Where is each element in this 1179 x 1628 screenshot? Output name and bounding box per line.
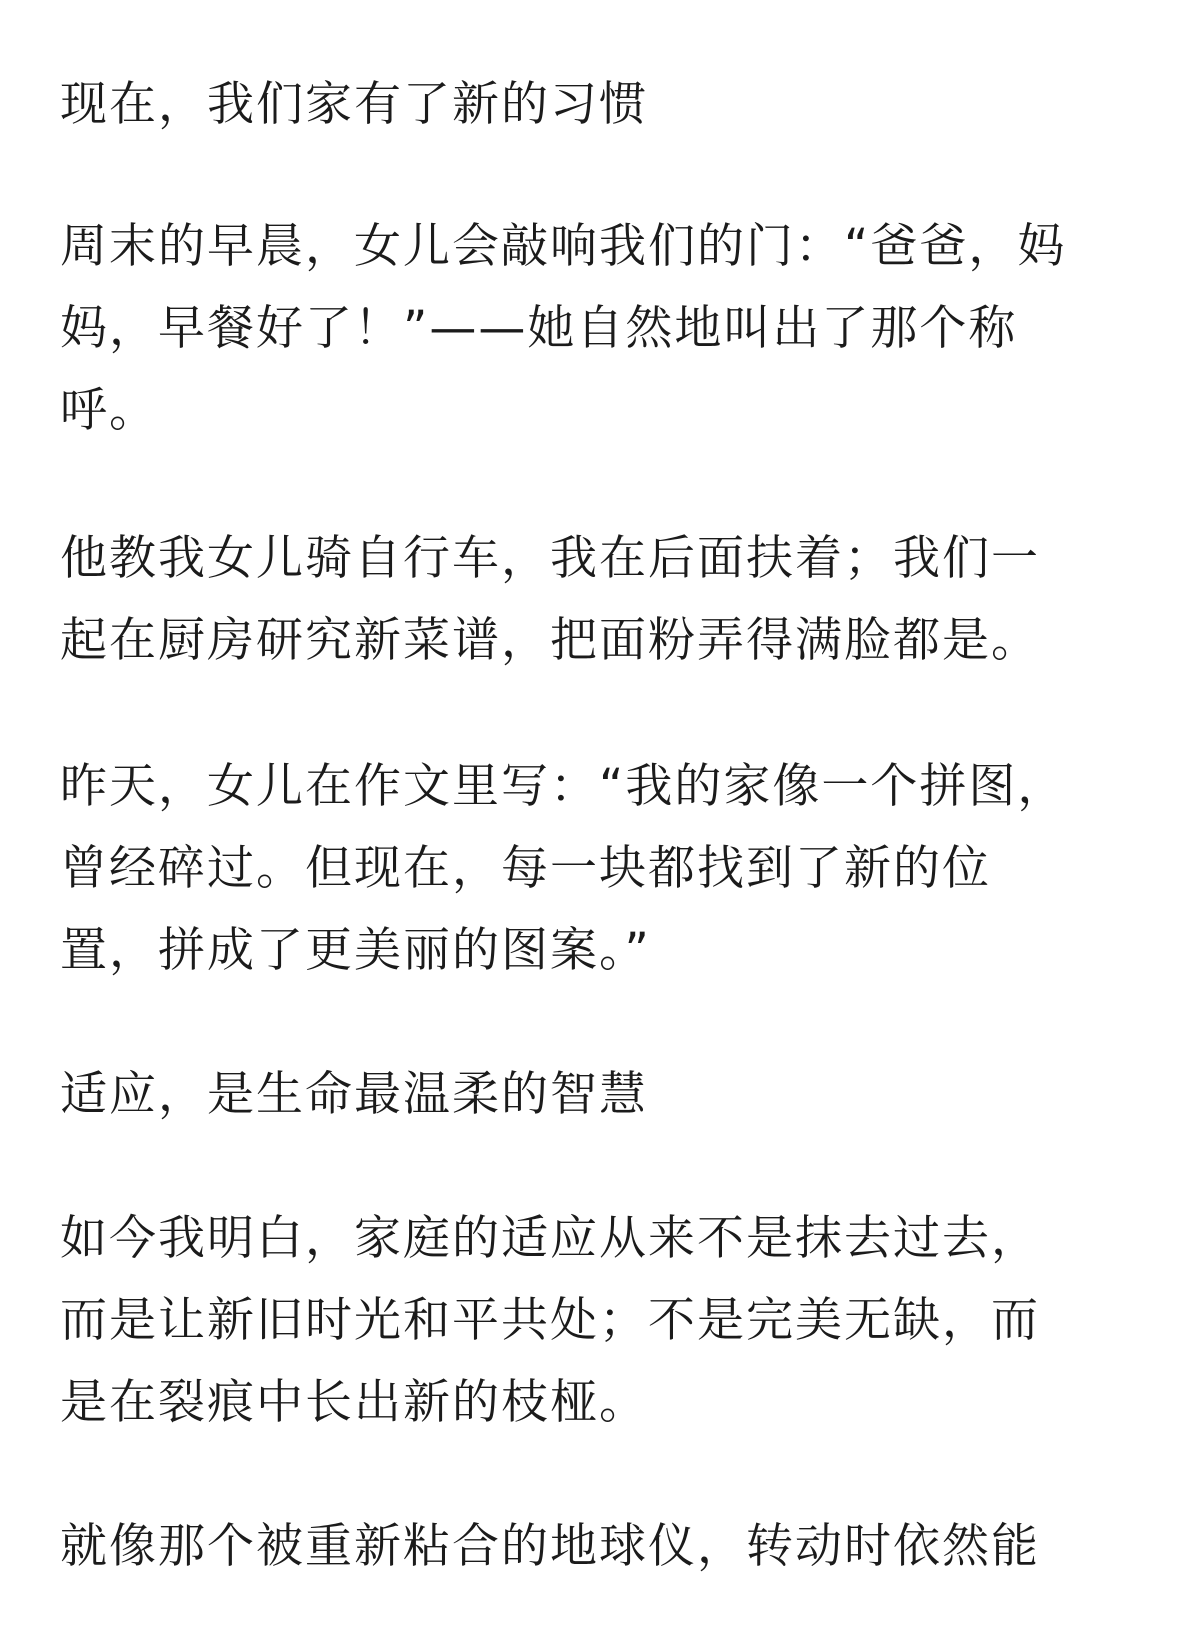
paragraph-line: 呼。	[60, 383, 158, 438]
paragraph-line: 而是让新旧时光和平共处；不是完美无缺，而	[60, 1293, 1040, 1348]
paragraph-bicycle-kitchen	[60, 518, 1120, 682]
paragraph-line: 是在裂痕中长出新的枝桠。	[60, 1375, 648, 1430]
paragraph-essay-puzzle	[60, 746, 1120, 992]
paragraph-line: 周末的早晨，女儿会敲响我们的门：“爸爸，妈	[60, 219, 1067, 274]
paragraph-line: 适应，是生命最温柔的智慧	[60, 1067, 648, 1122]
paragraph-line: 就像那个被重新粘合的地球仪，转动时依然能	[60, 1519, 1040, 1574]
paragraph-understanding	[60, 1198, 1120, 1444]
paragraph-line: 他教我女儿骑自行车，我在后面扶着；我们一	[60, 531, 1040, 586]
paragraph-line: 妈，早餐好了！”——她自然地叫出了那个称	[60, 301, 1018, 356]
paragraph-line: 曾经碎过。但现在，每一块都找到了新的位	[60, 841, 991, 896]
paragraph-new-habit	[60, 64, 1120, 146]
paragraph-line: 如今我明白，家庭的适应从来不是抹去过去，	[60, 1211, 1040, 1266]
paragraph-globe	[60, 1506, 1120, 1588]
paragraph-weekend-morning	[60, 206, 1120, 452]
paragraph-line: 现在，我们家有了新的习惯	[60, 77, 648, 132]
paragraph-line: 起在厨房研究新菜谱，把面粉弄得满脸都是。	[60, 613, 1040, 668]
paragraph-line: 昨天，女儿在作文里写：“我的家像一个拼图，	[60, 759, 1067, 814]
paragraph-line: 置，拼成了更美丽的图案。”	[60, 923, 651, 978]
paragraph-adaptation-wisdom	[60, 1054, 1120, 1136]
